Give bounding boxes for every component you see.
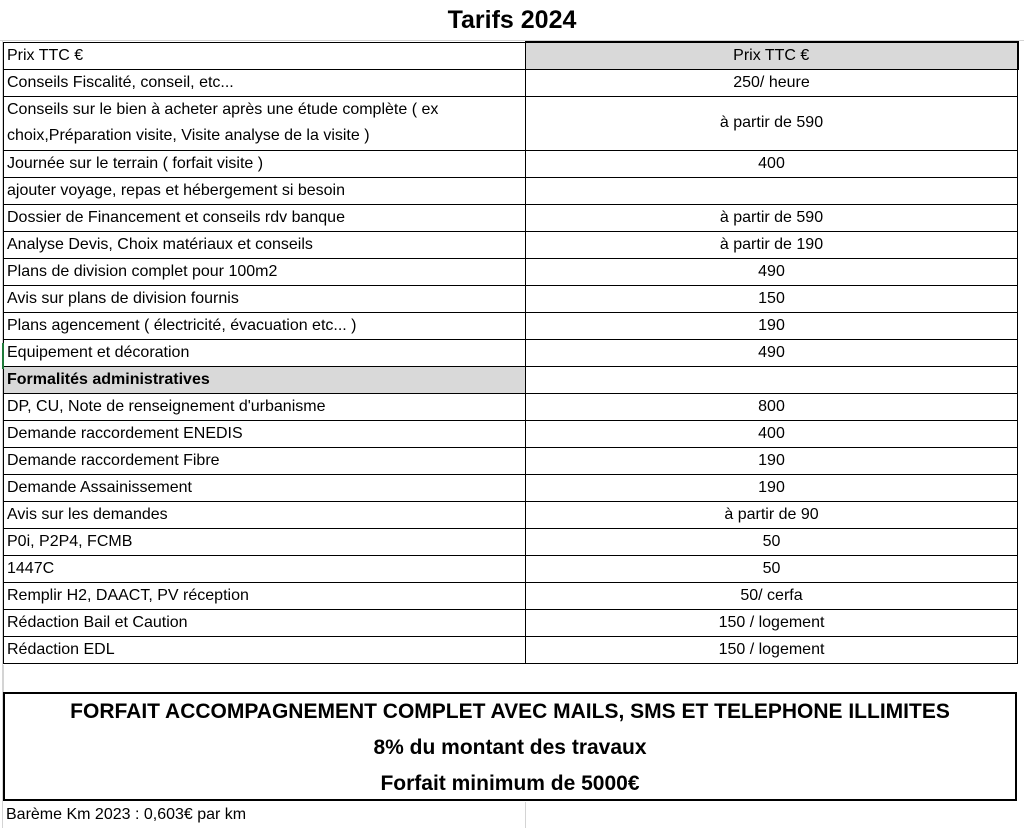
label-cell[interactable]: Avis sur plans de division fournis bbox=[4, 285, 526, 312]
value-cell[interactable] bbox=[526, 366, 1018, 393]
label-cell[interactable]: Journée sur le terrain ( forfait visite ) bbox=[4, 150, 526, 177]
table-row bbox=[4, 96, 1018, 150]
label-cell[interactable]: P0i, P2P4, FCMB bbox=[4, 528, 526, 555]
section-header-row bbox=[4, 366, 1018, 393]
table-row bbox=[4, 528, 1018, 555]
forfait-box[interactable] bbox=[3, 692, 1017, 801]
table-row bbox=[4, 285, 1018, 312]
label-cell[interactable]: 1447C bbox=[4, 555, 526, 582]
table-row bbox=[4, 393, 1018, 420]
value-cell[interactable]: à partir de 590 bbox=[526, 204, 1018, 231]
bareme-km-note[interactable]: Barème Km 2023 : 0,603€ par km bbox=[6, 806, 247, 823]
table-row bbox=[4, 69, 1018, 96]
label-cell[interactable]: Plans de division complet pour 100m2 bbox=[4, 258, 526, 285]
forfait-percentage: 8% du montant des travaux bbox=[373, 736, 647, 759]
table-row bbox=[4, 447, 1018, 474]
label-cell[interactable]: Demande raccordement Fibre bbox=[4, 447, 526, 474]
value-cell[interactable]: 50 bbox=[526, 528, 1018, 555]
label-cell[interactable]: Equipement et décoration bbox=[4, 339, 526, 366]
value-cell[interactable]: 50 bbox=[526, 555, 1018, 582]
tariff-table bbox=[3, 41, 1019, 664]
header-value-cell[interactable]: Prix TTC € bbox=[526, 42, 1018, 69]
selected-row-marker bbox=[2, 343, 4, 369]
label-cell[interactable]: Remplir H2, DAACT, PV réception bbox=[4, 582, 526, 609]
table-row bbox=[4, 339, 1018, 366]
value-cell[interactable]: 190 bbox=[526, 474, 1018, 501]
value-cell[interactable]: 400 bbox=[526, 420, 1018, 447]
forfait-title: FORFAIT ACCOMPAGNEMENT COMPLET AVEC MAILS, SMS ET TELEPHONE ILLIMITES bbox=[70, 700, 950, 723]
table-row bbox=[4, 636, 1018, 663]
header-label-cell[interactable]: Prix TTC € bbox=[4, 42, 526, 69]
empty-row[interactable] bbox=[3, 665, 1018, 692]
value-cell[interactable]: 190 bbox=[526, 312, 1018, 339]
label-cell[interactable]: Dossier de Financement et conseils rdv banque bbox=[4, 204, 526, 231]
gridline bbox=[525, 802, 526, 828]
value-cell[interactable]: 490 bbox=[526, 339, 1018, 366]
table-row bbox=[4, 474, 1018, 501]
table-row bbox=[4, 204, 1018, 231]
label-cell[interactable]: Demande Assainissement bbox=[4, 474, 526, 501]
label-cell[interactable]: Plans agencement ( électricité, évacuation etc... ) bbox=[4, 312, 526, 339]
table-row bbox=[4, 177, 1018, 204]
value-cell[interactable]: à partir de 590 bbox=[526, 96, 1018, 150]
value-cell[interactable]: 490 bbox=[526, 258, 1018, 285]
table-row bbox=[4, 150, 1018, 177]
value-cell[interactable]: 150 bbox=[526, 285, 1018, 312]
section-title-cell[interactable]: Formalités administratives bbox=[4, 366, 526, 393]
table-row bbox=[4, 420, 1018, 447]
table-header-row bbox=[4, 42, 1018, 69]
table-row bbox=[4, 555, 1018, 582]
forfait-minimum: Forfait minimum de 5000€ bbox=[380, 772, 640, 795]
value-cell[interactable]: 150 / logement bbox=[526, 609, 1018, 636]
value-cell[interactable]: 250/ heure bbox=[526, 69, 1018, 96]
label-cell[interactable]: Analyse Devis, Choix matériaux et conseils bbox=[4, 231, 526, 258]
label-cell[interactable]: Avis sur les demandes bbox=[4, 501, 526, 528]
value-cell[interactable]: 800 bbox=[526, 393, 1018, 420]
table-row bbox=[4, 609, 1018, 636]
label-cell[interactable]: Rédaction Bail et Caution bbox=[4, 609, 526, 636]
table-row bbox=[4, 501, 1018, 528]
value-cell[interactable]: 50/ cerfa bbox=[526, 582, 1018, 609]
table-row bbox=[4, 582, 1018, 609]
value-cell[interactable]: à partir de 190 bbox=[526, 231, 1018, 258]
value-cell[interactable]: 150 / logement bbox=[526, 636, 1018, 663]
label-cell[interactable]: ajouter voyage, repas et hébergement si besoin bbox=[4, 177, 526, 204]
value-cell[interactable] bbox=[526, 177, 1018, 204]
table-row bbox=[4, 258, 1018, 285]
label-cell[interactable]: Rédaction EDL bbox=[4, 636, 526, 663]
value-cell[interactable]: 190 bbox=[526, 447, 1018, 474]
table-row bbox=[4, 312, 1018, 339]
value-cell[interactable]: 400 bbox=[526, 150, 1018, 177]
label-cell[interactable]: Conseils sur le bien à acheter après une étude complète ( ex choix,Préparation visite, Visite analyse de la visite ) bbox=[4, 96, 526, 150]
label-cell[interactable]: DP, CU, Note de renseignement d'urbanisme bbox=[4, 393, 526, 420]
label-cell[interactable]: Demande raccordement ENEDIS bbox=[4, 420, 526, 447]
page-title: Tarifs 2024 bbox=[447, 6, 577, 34]
value-cell[interactable]: à partir de 90 bbox=[526, 501, 1018, 528]
label-cell[interactable]: Conseils Fiscalité, conseil, etc... bbox=[4, 69, 526, 96]
table-row bbox=[4, 231, 1018, 258]
